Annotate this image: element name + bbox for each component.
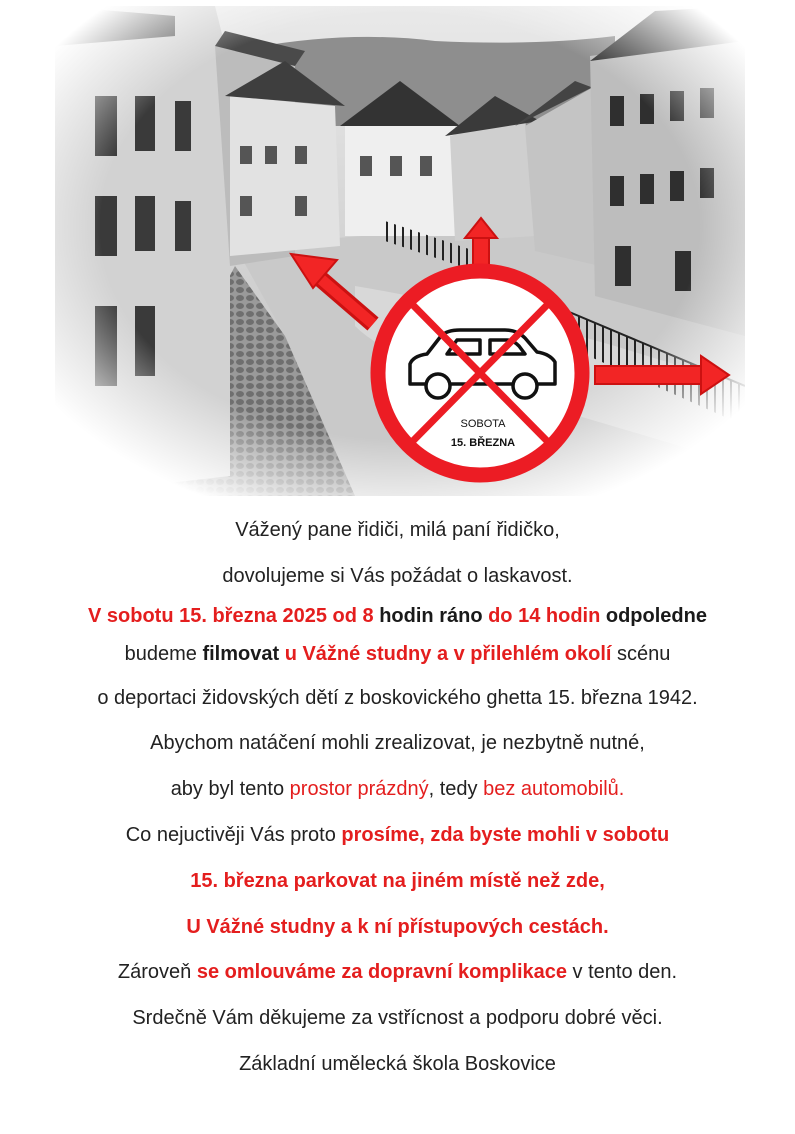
greeting: Vážený pane řidiči, milá paní řidičko,	[235, 519, 560, 541]
thanks-line: Srdečně Vám děkujeme za vstřícnost a podporu dobré věci.	[132, 1007, 663, 1030]
sign-date: 15. BŘEZNA	[450, 437, 516, 449]
apology-line: Zároveň se omlouváme za dopravní komplikace v tento den.	[117, 961, 678, 984]
plea-line: Co nejuctivěji Vás proto prosíme, zda byste mohli v sobotu	[125, 823, 670, 846]
letter-body	[0, 508, 795, 1088]
scene-line: o deportaci židovských dětí z boskovického ghetta 15. března 1942.	[97, 686, 698, 709]
signature-line: Základní umělecká škola Boskovice	[239, 1052, 556, 1075]
necessity-line: Abychom natáčení mohli zrealizovat, je nezbytně nutné,	[150, 732, 645, 755]
street-photo	[55, 6, 745, 496]
location-line: U Vážné studny a k ní přístupových cestách.	[186, 915, 609, 938]
empty-space-line: aby byl tento prostor prázdný, tedy bez automobilů.	[170, 778, 625, 801]
park-elsewhere-line: 15. března parkovat na jiném místě než zde,	[190, 869, 605, 892]
date-line: V sobotu 15. března 2025 od 8 hodin ráno do 14 hodin odpoledne	[88, 604, 707, 627]
sign-day: SOBOTA	[460, 418, 506, 430]
filming-line: budeme filmovat u Vážné studny a v přilehlém okolí scénu	[124, 642, 671, 665]
request-line: dovolujeme si Vás požádat o laskavost.	[222, 564, 573, 587]
no-car-sign	[378, 271, 582, 475]
